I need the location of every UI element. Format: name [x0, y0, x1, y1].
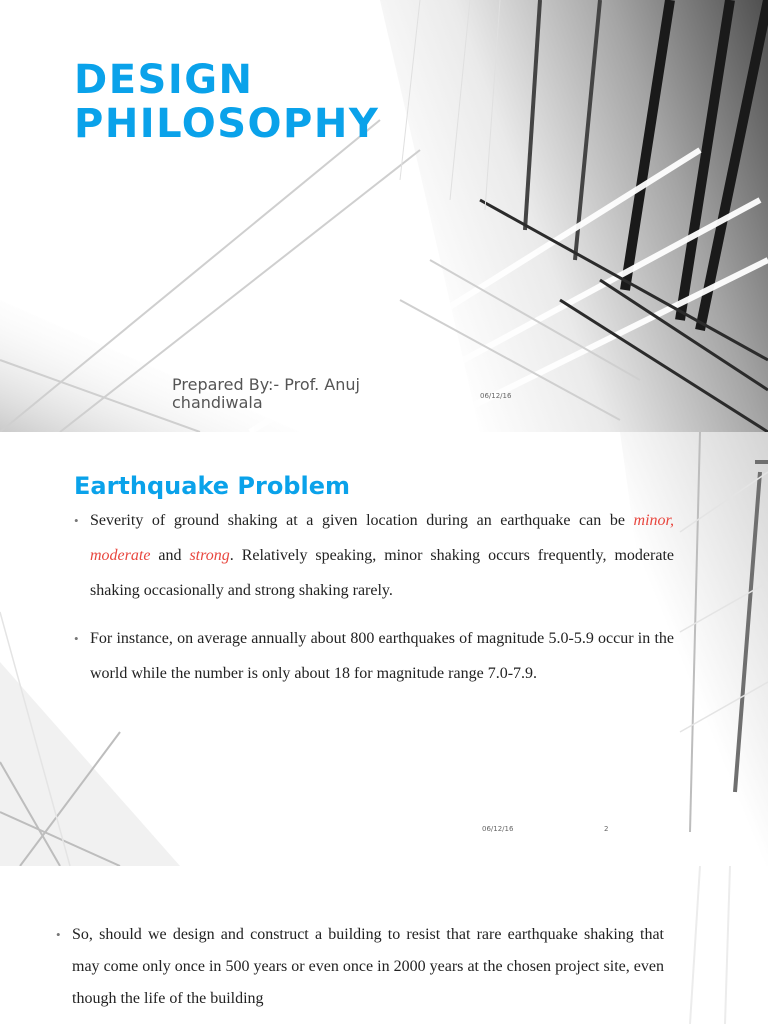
slide-date: 06/12/16 [480, 392, 512, 400]
bullet-text: So, should we design and construct a building to resist that rare earthquake shaking that may come only once in 500 years or even once in 2000 years at the chosen project site, even though the life of the building [72, 926, 664, 1007]
emphasis-strong: strong [189, 547, 230, 564]
title-line-2: PHILOSOPHY [74, 101, 380, 147]
title-line-1: DESIGN [74, 57, 254, 103]
bullet-item [74, 621, 674, 691]
bullet-text-continued: . Relatively speaking, minor shaking occurs frequently, moderate shaking occasionally and strong shaking rarely. [90, 547, 674, 599]
bullet-item [56, 919, 664, 1015]
slide-body [74, 503, 674, 691]
slide-body [56, 919, 664, 1015]
emphasis-moderate: moderate [90, 547, 151, 564]
content-slide-design-question [0, 866, 768, 1024]
emphasis-separator: , [670, 512, 674, 529]
emphasis-minor: minor [633, 512, 670, 529]
title-slide [0, 0, 768, 432]
bullet-text: Severity of ground shaking at a given location during an earthquake can be [90, 512, 634, 529]
slide-number: 2 [604, 825, 609, 833]
bullet-text-and: and [150, 547, 190, 564]
bullet-glyph: • [74, 631, 79, 646]
slide-title: Earthquake Problem [74, 472, 350, 500]
bullet-item [74, 503, 674, 608]
bullet-text: For instance, on average annually about 800 earthquakes of magnitude 5.0-5.9 occur in the world while the number is only about 18 for magnitude range 7.0-7.9. [90, 630, 674, 682]
content-slide-earthquake [0, 432, 768, 866]
presentation-title [74, 58, 379, 146]
bullet-glyph: • [74, 513, 79, 528]
bullet-glyph: • [56, 927, 61, 942]
author-subtitle: Prepared By:- Prof. Anuj chandiwala [172, 375, 360, 412]
slide-date: 06/12/16 [482, 825, 514, 833]
